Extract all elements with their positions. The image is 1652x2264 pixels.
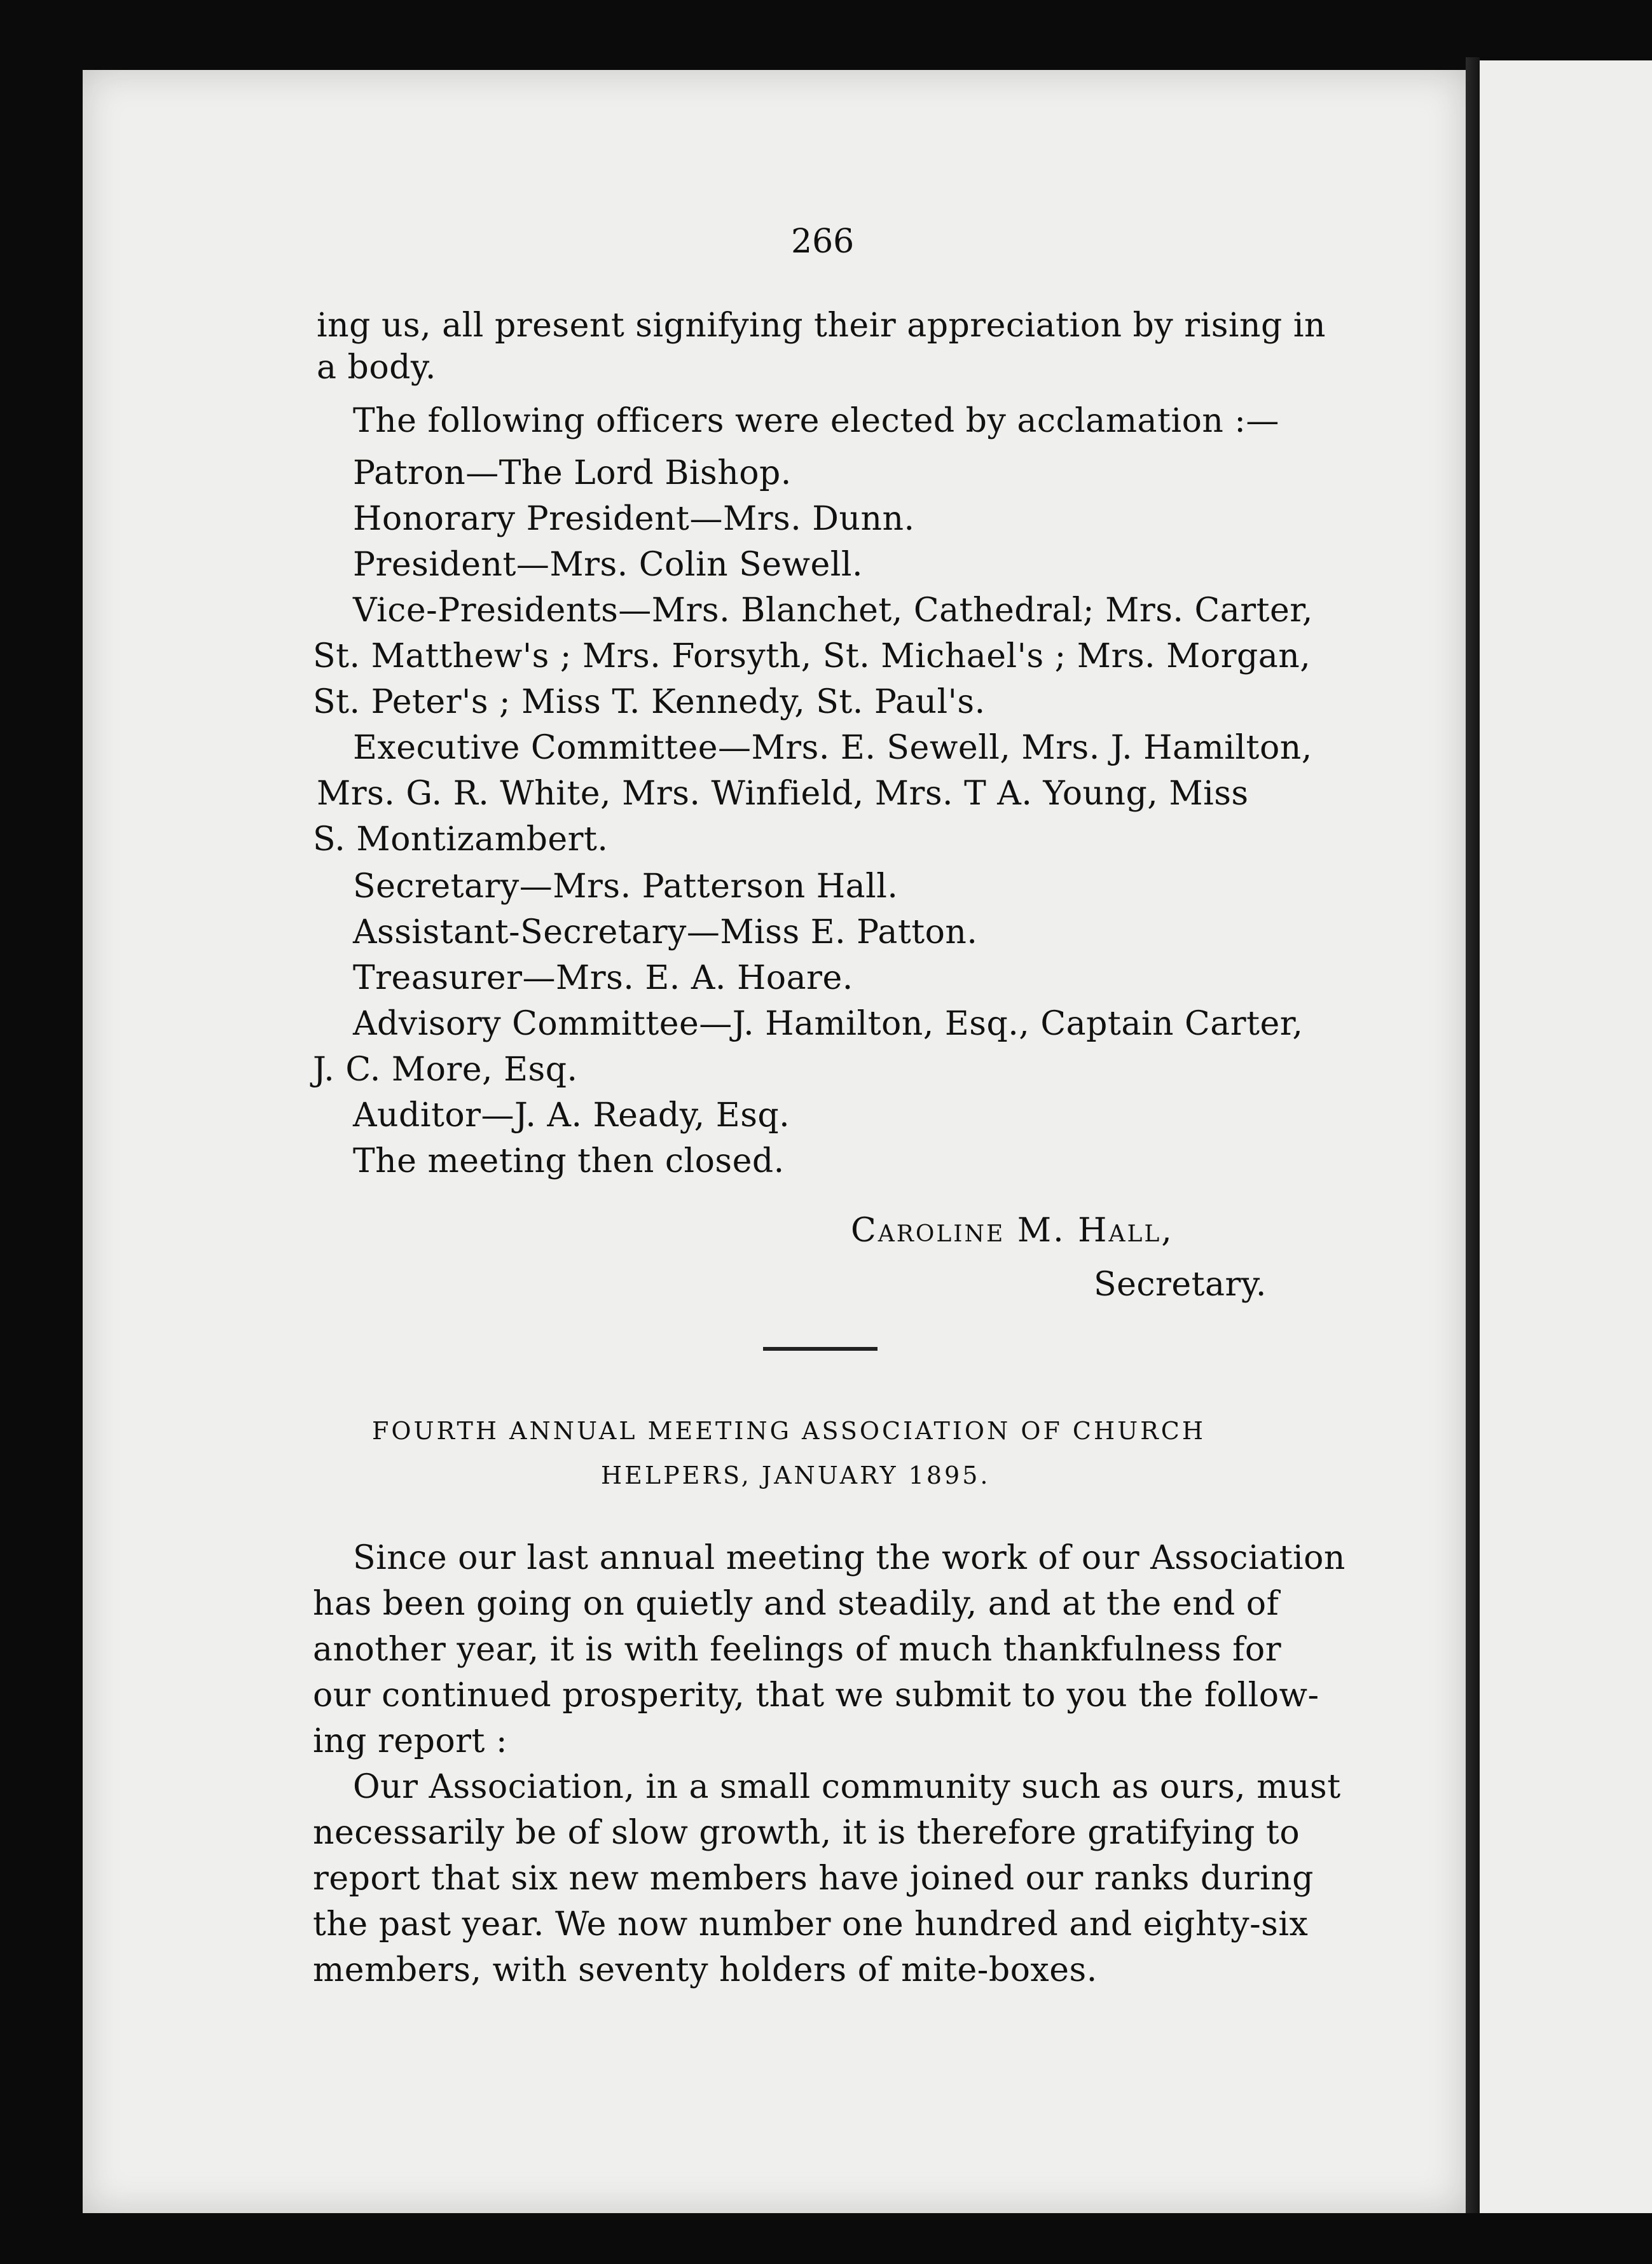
text-line: S. Montizambert. <box>313 820 609 859</box>
text-line: ing us, all present signifying their appreciation by rising in <box>317 307 1326 345</box>
text-line: Mrs. G. R. White, Mrs. Winfield, Mrs. T A. Young, Miss <box>317 775 1249 813</box>
body-line: has been going on quietly and steadily, and at the end of <box>313 1585 1279 1623</box>
text-line: Advisory Committee—J. Hamilton, Esq., Captain Carter, <box>353 1005 1304 1043</box>
text-line: President—Mrs. Colin Sewell. <box>353 546 864 584</box>
text-line: Secretary—Mrs. Patterson Hall. <box>353 867 898 906</box>
body-line: our continued prosperity, that we submit to you the follow- <box>313 1676 1319 1715</box>
text-line: Auditor—J. A. Ready, Esq. <box>353 1096 790 1135</box>
body-line: Since our last annual meeting the work of our Association <box>353 1539 1346 1577</box>
section-heading-line-1: FOURTH ANNUAL MEETING ASSOCIATION OF CHURCH <box>372 1417 1206 1445</box>
signature-title: Secretary. <box>1094 1266 1267 1304</box>
text-line: The meeting then closed. <box>353 1142 785 1180</box>
text-line: Assistant-Secretary—Miss E. Patton. <box>353 913 978 951</box>
body-line: the past year. We now number one hundred and eighty-six <box>313 1905 1309 1943</box>
text-line: The following officers were elected by acclamation :— <box>353 402 1279 440</box>
signature-name: Caroline M. Hall, <box>851 1211 1174 1250</box>
facing-page <box>1480 60 1652 2213</box>
page-number: 266 <box>791 223 855 261</box>
body-line: necessarily be of slow growth, it is therefore gratifying to <box>313 1814 1300 1852</box>
section-divider <box>763 1347 878 1351</box>
body-line: Our Association, in a small community such as ours, must <box>353 1768 1341 1806</box>
body-line: another year, it is with feelings of much thankfulness for <box>313 1631 1282 1669</box>
body-line: members, with seventy holders of mite-boxes. <box>313 1951 1098 1989</box>
text-line: J. C. More, Esq. <box>313 1051 578 1089</box>
text-line: St. Peter's ; Miss T. Kennedy, St. Paul's. <box>313 683 986 721</box>
section-heading-line-2: HELPERS, JANUARY 1895. <box>601 1461 991 1489</box>
text-line: Treasurer—Mrs. E. A. Hoare. <box>353 959 853 997</box>
text-line: Vice-Presidents—Mrs. Blanchet, Cathedral; Mrs. Carter, <box>353 591 1313 630</box>
text-line: St. Matthew's ; Mrs. Forsyth, St. Michael's ; Mrs. Morgan, <box>313 637 1311 675</box>
text-line: Honorary President—Mrs. Dunn. <box>353 500 915 538</box>
text-line: a body. <box>317 349 436 387</box>
text-line: Executive Committee—Mrs. E. Sewell, Mrs. J. Hamilton, <box>353 729 1312 767</box>
body-line: report that six new members have joined our ranks during <box>313 1860 1314 1898</box>
text-line: Patron—The Lord Bishop. <box>353 454 792 492</box>
body-line: ing report : <box>313 1722 507 1760</box>
book-gutter <box>1466 57 1480 2213</box>
